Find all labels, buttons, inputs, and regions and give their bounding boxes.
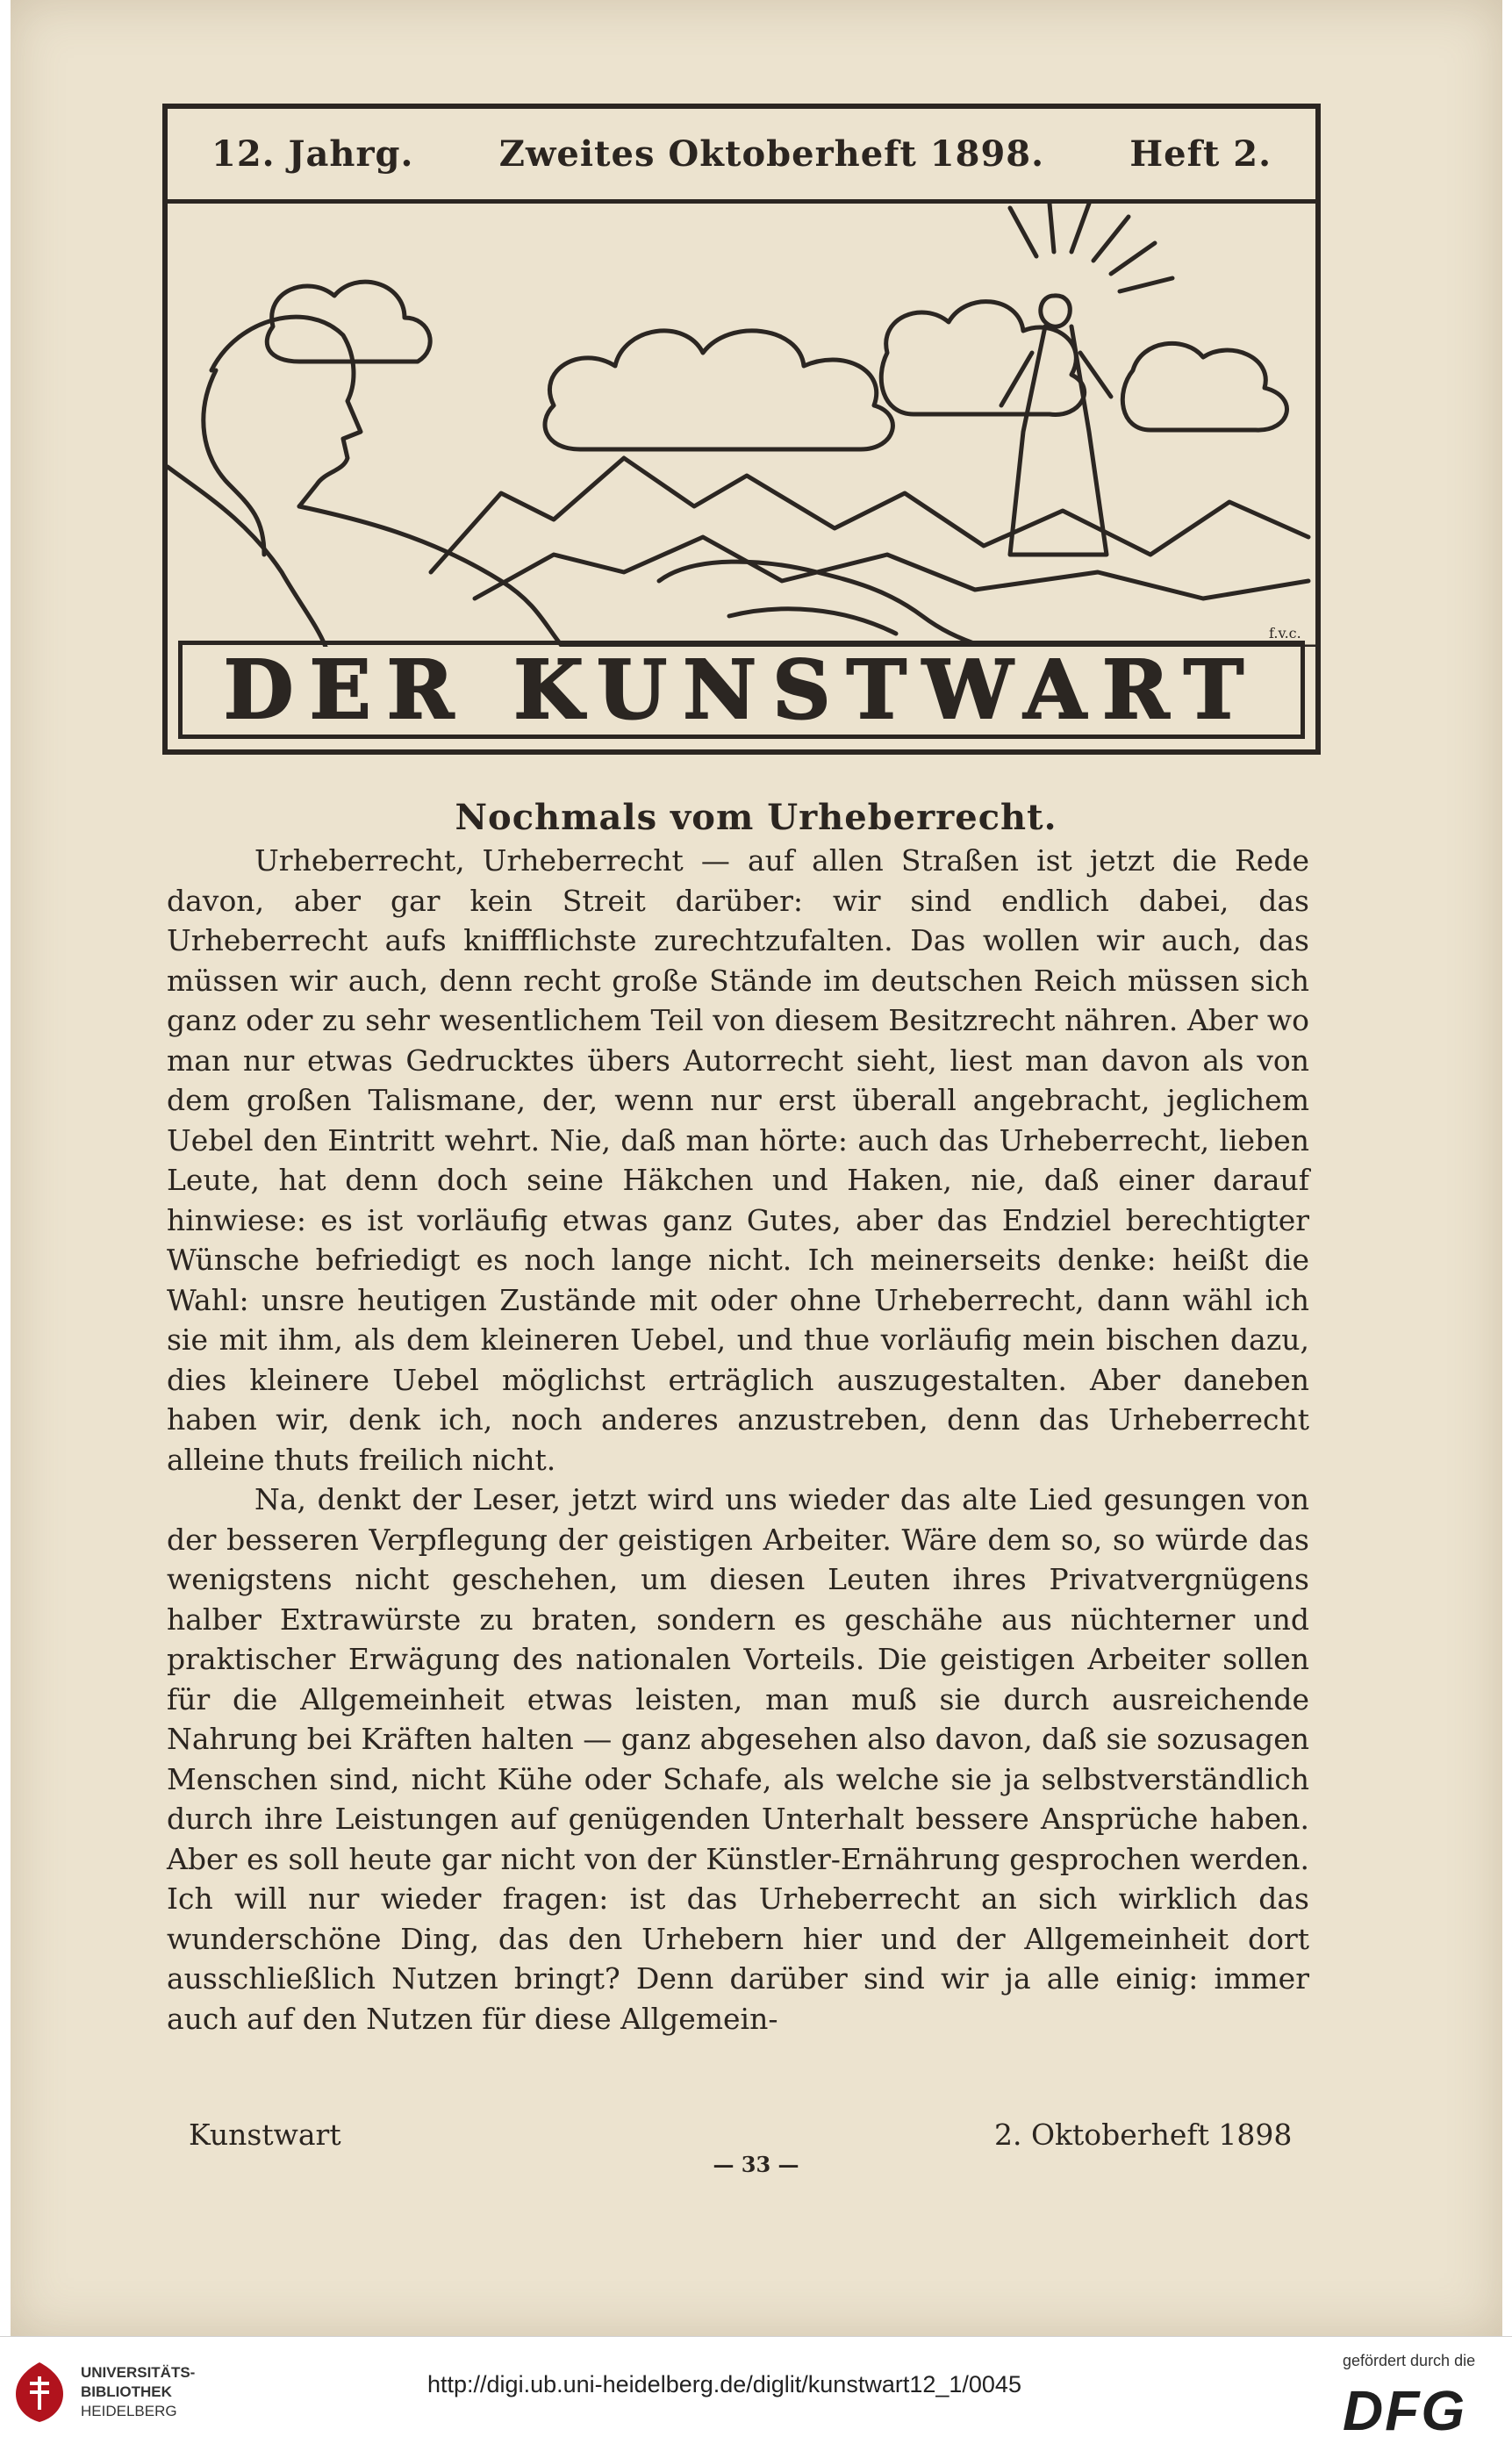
article-title: Nochmals vom Urheberrecht.	[455, 797, 1057, 838]
paragraph-2: Na, denkt der Leser, jetzt wird uns wieder das alte Lied gesungen von der besseren Verpflegung der geistigen Arbeiter. Wäre dem so, so würde das wenigstens nicht geschehen, um diesen Leuten ihres Privatvergnügens halber Extrawürste zu braten, sondern es geschähe aus nüchterner und praktischer Erwägung des nationalen Vorteils. Die geistigen Arbeiter sollen für die Allgemeinheit etwas leisten, man muß sie durch ausreichende Nahrung bei Kräften halten — ganz abgesehen also davon, daß sie sozusagen Menschen sind, nicht Kühe oder Schafe, als welche sie ja selbstverständlich durch ihre Leistungen auf genügenden Unterhalt bessere Ansprüche haben. Aber es soll heute gar nicht von der Künstler-Ernährung gesprochen werden. Ich will nur wieder fragen: ist das Urheberrecht an sich wirklich das wunderschöne Ding, das den Urhebern hier und der Allgemeinheit dort ausschließlich Nutzen bringt? Denn darüber sind wir ja alle einig: immer auch auf den Nutzen für diese Allgemein-	[167, 1482, 1309, 2036]
institution-line-2: BIBLIOTHEK	[81, 2383, 172, 2400]
svg-text:f.v.c.: f.v.c.	[1269, 625, 1301, 641]
institution-name	[81, 2363, 195, 2421]
paragraph-1: Urheberrecht, Urheberrecht — auf allen Straßen ist jetzt die Rede davon, aber gar kein Streit darüber: wir sind endlich dabei, das Urheberrecht aufs kniffflichste zurechtzufalten. Das wollen wir auch, das müssen wir auch, denn recht große Stände im deutschen Reich müssen sich ganz oder zu sehr wesentlichem Teil von diesem Besitzrecht nähren. Aber wo man nur etwas Gedrucktes übers Autorrecht sieht, liest man davon als von dem großen Talismane, der, wenn nur erst überall angebracht, jeglichem Uebel den Eintritt wehrt. Nie, daß man hörte: auch das Urheberrecht, lieben Leute, hat denn doch seine Häkchen und Haken, nie, daß einer darauf hinwiese: es ist vorläufig etwas ganz Gutes, aber das Endziel berechtigter Wünsche befriedigt es noch lange nicht. Ich meinerseits denke: heißt die Wahl: unsre heutigen Zustände mit oder ohne Urheberrecht, dann wähl ich sie mit ihm, als dem kleineren Uebel, und thue vorläufig mein bischen dazu, dies kleinere Uebel möglichst erträglich auszugestalten. Aber daneben haben wir, denk ich, noch anderes anzustreben, denn das Urheberrecht alleine thuts freilich nicht.	[167, 843, 1309, 1477]
issue-label: Zweites Oktoberheft 1898.	[498, 133, 1045, 175]
illustration-art	[168, 204, 1315, 647]
year-label: 12. Jahrg.	[211, 133, 414, 175]
institution-line-3: HEIDELBERG	[81, 2403, 177, 2419]
page-number: — 33 —	[713, 2152, 799, 2177]
masthead-title: DER KUNSTWART	[178, 641, 1305, 739]
masthead	[162, 104, 1321, 755]
masthead-illustration	[168, 204, 1315, 647]
article-body	[167, 841, 1309, 2039]
institution-line-1: UNIVERSITÄTS-	[81, 2364, 196, 2381]
footer-journal-name: Kunstwart	[189, 2118, 341, 2152]
heft-label: Heft 2.	[1129, 133, 1272, 175]
document-url-link[interactable]: http://digi.ub.uni-heidelberg.de/diglit/kunstwart12_1/0045	[427, 2371, 1021, 2397]
university-seal-icon	[12, 2361, 67, 2424]
dfg-logo: DFG	[1343, 2379, 1467, 2442]
footer-issue: 2. Oktoberheft 1898	[994, 2118, 1293, 2152]
masthead-header	[168, 109, 1315, 204]
funder-label: gefördert durch die	[1343, 2352, 1476, 2369]
